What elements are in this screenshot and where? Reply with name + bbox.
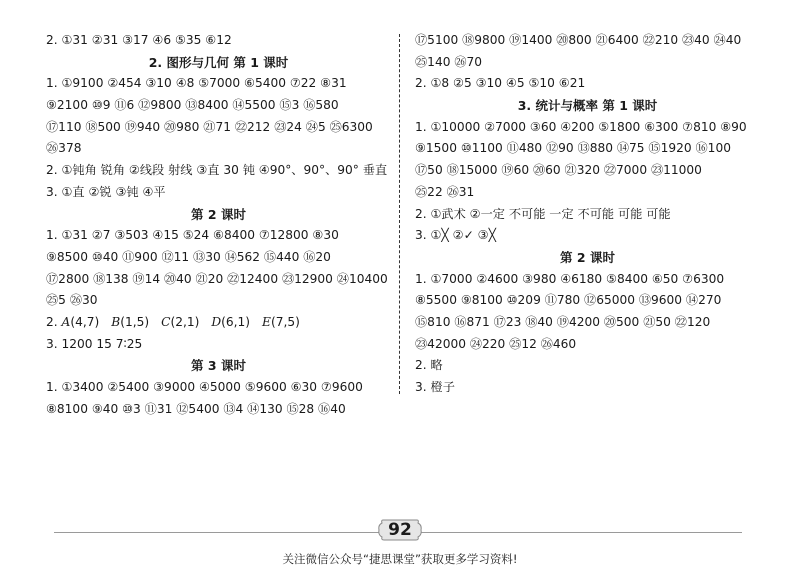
answer-line: ㉕5 ㉖30 (46, 293, 98, 308)
answer-line: ⑰110 ⑱500 ⑲940 ⑳980 ㉑71 ㉒212 ㉓24 ㉔5 ㉕6300 (46, 119, 373, 134)
point-label: B (111, 314, 121, 329)
answer-line: 2. ①钝角 锐角 ②线段 射线 ③直 30 钝 ④90°、90°、90° 垂直 (46, 163, 388, 178)
point-coord: (1,5) (120, 314, 150, 329)
answer-line: ⑧5500 ⑨8100 ⑩209 ⑪780 ⑫65000 ⑬9600 ⑭270 (415, 293, 722, 308)
answer-line: 1. ①9100 ②454 ③10 ④8 ⑤7000 ⑥5400 ⑦22 ⑧31 (46, 76, 347, 91)
answer-prefix: 2. (46, 314, 62, 329)
page-number: 92 (388, 520, 412, 540)
point-coord: (7,5) (270, 314, 300, 329)
answer-line: 1. ①3400 ②5400 ③9000 ④5000 ⑤9600 ⑥30 ⑦9600 (46, 380, 363, 394)
footer-note: 关注微信公众号“捷思课堂”获取更多学习资料! (282, 552, 518, 566)
answer-line: 1. ①31 ②7 ③503 ④15 ⑤24 ⑥8400 ⑦12800 ⑧30 (46, 228, 339, 243)
point-coord: (6,1) (221, 314, 251, 329)
left-column (46, 30, 391, 420)
point-coord: (4,7) (70, 314, 100, 329)
answer-line: 1. ①7000 ②4600 ③980 ④6180 ⑤8400 ⑥50 ⑦6300 (415, 271, 725, 286)
answer-line: 3. ①直 ②锐 ③钝 ④平 (46, 184, 166, 199)
section-heading: 3. 统计与概率 第 1 课时 (517, 98, 658, 114)
point-label: D (211, 314, 222, 329)
answer-line (46, 312, 391, 334)
answer-line: 3. 1200 15 7∶25 (46, 336, 143, 351)
answer-line: ⑨8500 ⑩40 ⑪900 ⑫11 ⑬30 ⑭562 ⑮440 ⑯20 (46, 249, 331, 264)
answer-line: 3. 橙子 (415, 380, 455, 394)
answer-line: ㉕22 ㉖31 (415, 184, 475, 199)
section-heading: 第 2 课时 (560, 249, 615, 265)
answer-line: 1. ①10000 ②7000 ③60 ④200 ⑤1800 ⑥300 ⑦810 ⑧90 (415, 119, 747, 134)
answer-line: ⑨1500 ⑩1100 ⑪480 ⑫90 ⑬880 ⑭75 ⑮1920 ⑯100 (415, 141, 731, 156)
point-coord: (2,1) (170, 314, 200, 329)
answer-line: ⑰2800 ⑱138 ⑲14 ⑳40 ㉑20 ㉒12400 ㉓12900 ㉔10400 (46, 271, 388, 286)
answer-line: ㉕140 ㉖70 (415, 54, 483, 69)
point-label: E (262, 314, 271, 329)
answer-line: ⑧8100 ⑨40 ⑩3 ⑪31 ⑫5400 ⑬4 ⑭130 ⑮28 ⑯40 (46, 401, 346, 416)
answer-line: 3. ①╳ ②✓ ③╳ (415, 228, 496, 243)
answer-line: ⑰5100 ⑱9800 ⑲1400 ⑳800 ㉑6400 ㉒210 ㉓40 ㉔40 (415, 33, 742, 47)
answer-line: ⑮810 ⑯871 ⑰23 ⑱40 ⑲4200 ⑳500 ㉑50 ㉒120 (415, 314, 711, 329)
answer-line: 2. 略 (415, 358, 443, 373)
answer-line: 2. ①8 ②5 ③10 ④5 ⑤10 ⑥21 (415, 76, 586, 91)
answer-line: 2. ①武术 ②一定 不可能 一定 不可能 可能 可能 (415, 206, 671, 221)
answer-line: ㉖378 (46, 141, 82, 156)
column-divider (399, 34, 400, 394)
answer-line: ⑰50 ⑱15000 ⑲60 ⑳60 ㉑320 ㉒7000 ㉓11000 (415, 163, 702, 178)
point-label: A (61, 314, 71, 329)
section-heading: 2. 图形与几何 第 1 课时 (148, 54, 289, 70)
answer-line: ⑨2100 ⑩9 ⑪6 ⑫9800 ⑬8400 ⑭5500 ⑮3 ⑯580 (46, 98, 339, 113)
point-label: C (161, 314, 171, 329)
page-number-badge (377, 517, 423, 543)
section-heading: 第 2 课时 (191, 206, 246, 222)
answer-line: ㉓42000 ㉔220 ㉕12 ㉖460 (415, 336, 577, 351)
answer-line: 2. ①31 ②31 ③17 ④6 ⑤35 ⑥12 (46, 33, 232, 47)
right-column (415, 30, 760, 399)
section-heading: 第 3 课时 (191, 358, 246, 374)
